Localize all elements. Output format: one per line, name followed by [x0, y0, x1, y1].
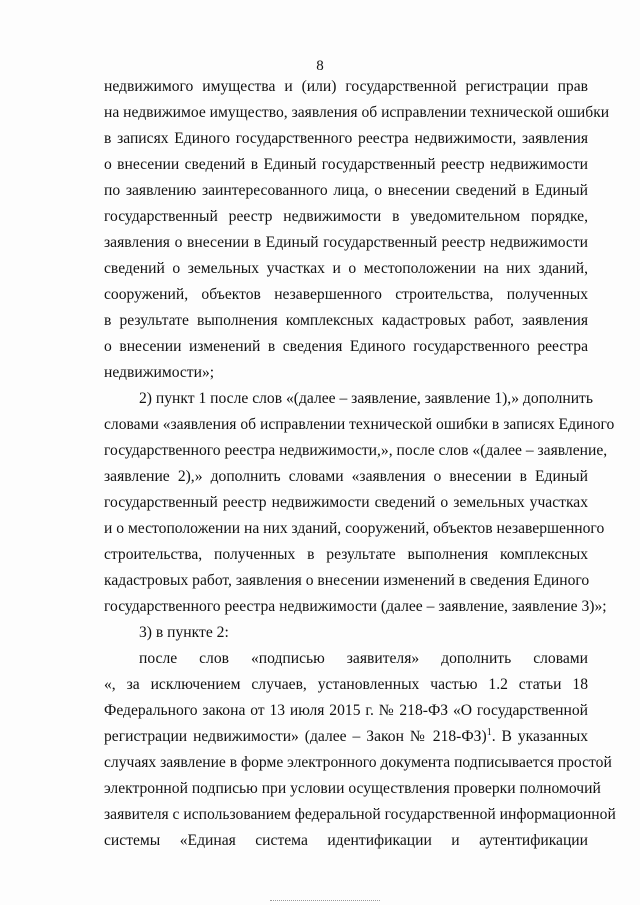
text-line [104, 724, 588, 750]
text-line: сведений о земельных участках и о местоположении на них зданий, [104, 260, 588, 277]
text-line: заявителя с использованием федеральной государственной информационной [104, 806, 616, 823]
text-line: недвижимости»; [104, 364, 215, 381]
text-line: в записях Единого государственного реестра недвижимости, заявления [104, 130, 588, 147]
text-line: на недвижимое имущество, заявления об исправлении технической ошибки [104, 104, 610, 121]
text-line: строительства, полученных в результате выполнения комплексных [104, 546, 588, 563]
text-line: случаях заявление в форме электронного документа подписывается простой [104, 754, 612, 771]
text-line: «, за исключением случаев, установленных частью 1.2 статьи 18 [104, 676, 588, 693]
text-line: государственный реестр недвижимости сведений о земельных участках [104, 494, 588, 511]
text-line: кадастровых работ, заявления о внесении изменений в сведения Единого [104, 572, 590, 589]
text-line: 2) пункт 1 после слов «(далее – заявление, заявление 1),» дополнить [139, 390, 593, 407]
text-line: 3) в пункте 2: [139, 624, 229, 641]
text-line: электронной подписью при условии осуществления проверки полномочий [104, 780, 601, 797]
text-line: в результате выполнения комплексных кадастровых работ, заявления [104, 312, 588, 329]
text-line: о внесении сведений в Единый государственный реестр недвижимости [104, 156, 588, 173]
text-line: заявления о внесении в Единый государственный реестр недвижимости [104, 234, 588, 251]
text-line: государственный реестр недвижимости в уведомительном порядке, [104, 208, 588, 225]
footnote-ref: 1 [486, 726, 492, 738]
text-line: словами «заявления об исправлении технической ошибки в записях Единого [104, 416, 615, 433]
text-line: о внесении изменений в сведения Единого государственного реестра [104, 338, 588, 355]
text-line: после слов «подписью заявителя» дополнить словами [139, 650, 588, 667]
text-line: Федерального закона от 13 июля 2015 г. № 218-ФЗ «О государственной [104, 702, 588, 719]
text-line: по заявлению заинтересованного лица, о внесении сведений в Единый [104, 182, 588, 199]
text-span: . В указанных [491, 728, 588, 745]
text-line: и о местоположении на них зданий, сооружений, объектов незавершенного [104, 520, 605, 537]
text-line: государственного реестра недвижимости (далее – заявление, заявление 3)»; [104, 598, 607, 615]
text-line: государственного реестра недвижимости,», после слов «(далее – заявление, [104, 442, 608, 459]
text-line: сооружений, объектов незавершенного строительства, полученных [104, 286, 588, 303]
text-line: недвижимого имущества и (или) государственной регистрации прав [104, 78, 588, 95]
scan-artifact-divider [270, 900, 380, 903]
text-line: заявление 2),» дополнить словами «заявления о внесении в Единый [104, 468, 588, 485]
page-number: 8 [316, 58, 324, 74]
text-span: регистрации недвижимости» (далее – Закон № 218-ФЗ) [104, 728, 487, 745]
text-line: системы «Единая система идентификации и аутентификации [104, 832, 588, 849]
